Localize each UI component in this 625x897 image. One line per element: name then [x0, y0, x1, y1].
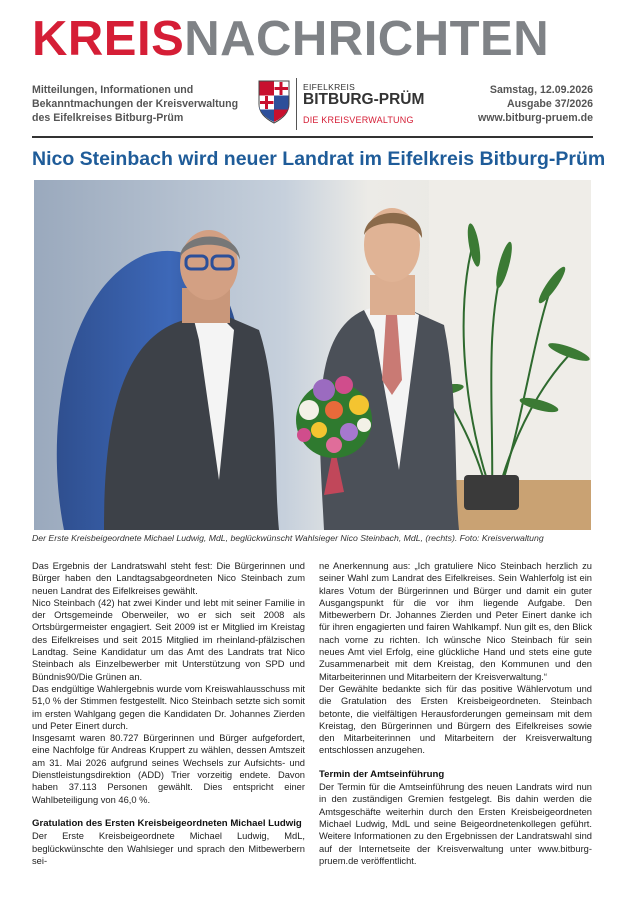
website-link[interactable]: www.bitburg-pruem.de	[478, 112, 593, 124]
article-paragraph: Das Ergebnis der Landratswahl steht fest: Die Bürgerinnen und Bürger haben den Landtagsabgeordneten Nico Steinbach zum neuen Landrat des Eifelkreises gewählt.	[32, 561, 305, 596]
eifelkreis-logo	[258, 78, 428, 130]
header-divider	[32, 136, 593, 138]
masthead-nachrichten: NACHRICHTEN	[184, 12, 550, 66]
issue-number: Ausgabe 37/2026	[507, 98, 593, 110]
article-paragraph: Nico Steinbach (42) hat zwei Kinder und lebt mit seiner Familie in der Ortsgemeinde Oberweiler, wo er sich seit 2008 als Ortsbürgermeister engagiert. Seit 2009 ist er Mitglied im Kreistag des Eifelkreises und seit 2015 Mitglied im rheinland-pfälzischen Landtag. Seine Kandidatur um das Amt des Landrats trat Nico Steinbach als Einzelbewerber mit Unterstützung von SPD und Bündnis90/Die Grünen an.	[32, 597, 305, 682]
article-column-right	[319, 560, 592, 867]
subheading-gratulation: Gratulation des Ersten Kreisbeigeordneten Michael Ludwig	[32, 817, 302, 829]
masthead	[32, 14, 594, 64]
article-paragraph: Der Erste Kreisbeigeordnete Michael Ludwig, MdL, beglückwünschte den Wahlsieger und sprach den Mitbewerbern sei-	[32, 831, 305, 866]
issue-date: Samstag, 12.09.2026	[489, 84, 593, 96]
article-paragraph: Insgesamt waren 80.727 Bürgerinnen und Bürger aufgefordert, eine Nachfolge für Andreas Kruppert zu wählen, dessen Amtszeit am 31. Mai 2026 aufgrund seines Wechsels zur Aufsichts- und Dienstleistungsdirektion (ADD) Trier vorzeitig endete. Davon haben 37.113 Personen gewählt. Dies entspricht einer Wahlbeteiligung von 46,0 %.	[32, 733, 305, 805]
article-paragraph: ne Anerkennung aus: „Ich gratuliere Nico Steinbach herzlich zu seiner Wahl zum Landrat des Eifelkreises. Sein Wahlerfolg ist ein klares Votum der Bürgerinnen und Bürger und damit ein guter Ausgangspunkt für die vor ihm liegende Aufgabe. Den Mitbewerbern Dr. Johannes Zierden und Peter Einert danke ich für ihren engagierten und fairen Wahlkampf. Nun gilt es, den Blick nach vorne zu richten. Ich wünsche Nico Steinbach für sein neues Amt viel Erfolg, eine glückliche Hand und stets eine gute Zusammenarbeit mit dem Kreistag, den Kommunen und den Mitarbeiterinnen und Mitarbeitern der Kreisverwaltung.“	[319, 561, 592, 682]
photo-caption: Der Erste Kreisbeigeordnete Michael Ludwig, MdL, beglückwünscht Wahlsieger Nico Steinbach, MdL, (rechts). Foto: Kreisverwaltung	[32, 533, 544, 543]
article-photo	[34, 180, 591, 530]
description-line: des Eifelkreises Bitburg-Prüm	[32, 112, 184, 124]
article-column-left	[32, 560, 305, 867]
logo-divider	[296, 78, 297, 130]
logo-line-kreisverwaltung: DIE KREISVERWALTUNG	[303, 115, 414, 125]
logo-line-eifelkreis: EIFELKREIS	[303, 82, 356, 92]
description-line: Mitteilungen, Informationen und	[32, 84, 194, 96]
article-paragraph: Der Termin für die Amtseinführung des neuen Landrats wird nun in den zuständigen Gremien festgelegt. Bis dahin werden die Amtsgeschäfte weiterhin durch den Ersten Kreisbeigeordneten Michael Ludwig, MdL und seine Beigeordnetenkollegen geführt. Weitere Informationen zu den Ergebnissen der Landratswahl sind auf der Internetseite der Kreisverwaltung unter www.bitburg-pruem.de veröffentlicht.	[319, 782, 592, 866]
logo-line-bitburg-pruem: BITBURG-PRÜM	[303, 91, 425, 108]
article-headline: Nico Steinbach wird neuer Landrat im Eifelkreis Bitburg-Prüm	[32, 148, 606, 170]
coat-of-arms-icon	[258, 80, 290, 124]
issue-info	[433, 83, 593, 125]
photo-illustration	[34, 180, 591, 530]
masthead-kreis: KREIS	[32, 12, 185, 66]
article-paragraph: Das endgültige Wahlergebnis wurde vom Kreiswahlausschuss mit 51,0 % der Stimmen festgestellt. Nico Steinbach setzte sich somit im ersten Wahlgang gegen die Kandidaten Dr. Johannes Zierden und Peter Einert durch.	[32, 683, 305, 731]
subheading-amtseinfuehrung: Termin der Amtseinführung	[319, 768, 445, 780]
publication-description	[32, 83, 247, 125]
description-line: Bekanntmachungen der Kreisverwaltung	[32, 98, 239, 110]
article-paragraph: Der Gewählte bedankte sich für das positive Wählervotum und die Gratulation des Ersten Kreisbeigeordneten. Steinbach betonte, die vielfältigen Herausforderungen gemeinsam mit dem Kreistag, den Bürgerinnen und Bürgern des Eifelkreises sowie den Mitarbeiterinnen und Mitarbeitern der Kreisverwaltung entschlossen anzugehen.	[319, 683, 592, 756]
